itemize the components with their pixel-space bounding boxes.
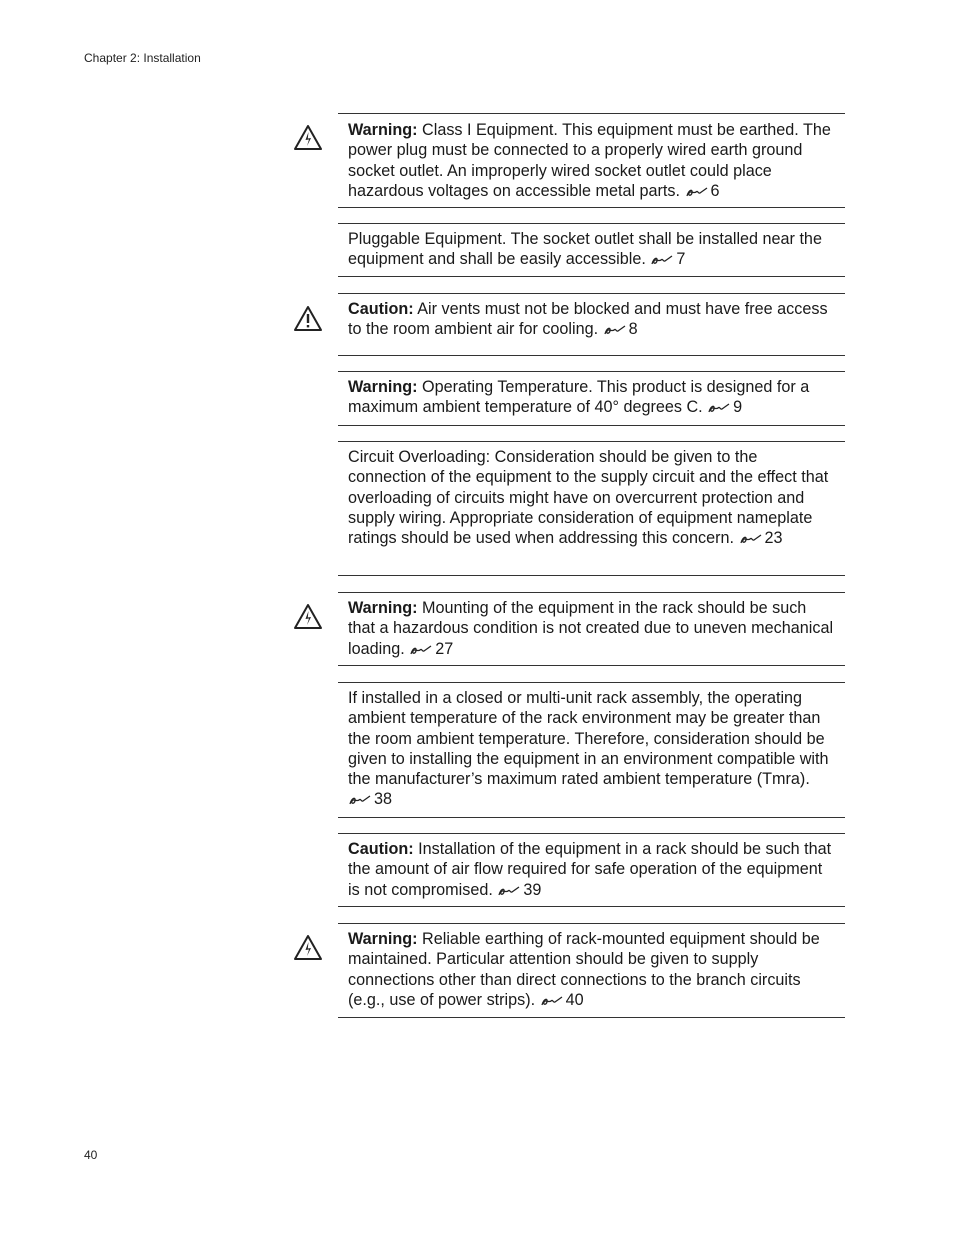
- notice-body: Reliable earthing of rack-mounted equipment should be maintained. Particular attention should be given to supply connections other than direct connections to the branch circuits (e.g., use of power strips).: [348, 930, 820, 1009]
- notice-text: [338, 299, 845, 340]
- electrical-hazard-icon: [293, 934, 323, 962]
- translation-ref: [348, 790, 392, 808]
- notice-body: Class I Equipment. This equipment must be earthed. The power plug must be connected to a properly wired earth ground socket outlet. An improperly wired socket outlet could place hazardous voltages on accessible metal parts.: [348, 121, 831, 200]
- translation-ref-icon: [739, 533, 763, 545]
- ref-number: 9: [733, 398, 743, 417]
- notice-text: [338, 120, 845, 201]
- translation-ref-icon: [348, 794, 372, 806]
- ref-number: 38: [374, 790, 393, 809]
- ref-number: 27: [435, 639, 454, 658]
- translation-ref: [739, 529, 783, 547]
- notice-keyword: Caution:: [348, 300, 414, 318]
- notice-body: Circuit Overloading: Consideration should be given to the connection of the equipment to the supply circuit and the effect that overloading of circuits might have on overcurrent protection and supply wiring. Appropriate consideration of equipment nameplate ratings should be used when addressing this concern.: [348, 448, 829, 548]
- notice-item: [338, 592, 845, 666]
- ref-number: 23: [764, 529, 783, 548]
- notice-text: [338, 598, 845, 659]
- notice-text: [338, 839, 845, 900]
- notice-keyword: Caution:: [348, 840, 414, 858]
- notice-body: Operating Temperature. This product is designed for a maximum ambient temperature of 40° degrees C.: [348, 378, 810, 417]
- notice-text: [338, 688, 845, 810]
- notice-item: [338, 441, 845, 576]
- notice-item: [338, 371, 845, 426]
- ref-number: 40: [565, 990, 584, 1009]
- notice-item: [338, 223, 845, 277]
- ref-number: 8: [628, 320, 638, 339]
- electrical-hazard-icon: [293, 603, 323, 631]
- notice-item: [338, 833, 845, 907]
- translation-ref: [707, 398, 742, 416]
- notice-item: [338, 923, 845, 1018]
- notice-text: [338, 447, 845, 548]
- notice-body: Installation of the equipment in a rack should be such that the amount of air flow required for safe operation of the equipment is not compromised.: [348, 840, 832, 899]
- ref-number: 6: [710, 181, 720, 200]
- electrical-hazard-icon: [293, 124, 323, 152]
- ref-number: 7: [676, 250, 686, 269]
- notice-text: [338, 229, 845, 270]
- notice-keyword: Warning:: [348, 378, 418, 396]
- translation-ref: [497, 881, 541, 899]
- notice-keyword: Warning:: [348, 599, 418, 617]
- notice-keyword: Warning:: [348, 121, 418, 139]
- translation-ref: [650, 250, 685, 268]
- notice-body: Air vents must not be blocked and must have free access to the room ambient air for cooling.: [348, 300, 828, 339]
- ref-number: 39: [523, 880, 542, 899]
- translation-ref: [409, 640, 453, 658]
- page-header: Chapter 2: Installation: [84, 51, 201, 65]
- notice-item: [338, 113, 845, 208]
- translation-ref: [685, 182, 720, 200]
- notice-body: Mounting of the equipment in the rack should be such that a hazardous condition is not created due to uneven mechanical loading.: [348, 599, 834, 658]
- translation-ref-icon: [540, 995, 564, 1007]
- translation-ref-icon: [497, 885, 521, 897]
- notice-body: If installed in a closed or multi-unit rack assembly, the operating ambient temperature of the rack environment may be greater than the room ambient temperature. Therefore, consideration should be given to installing the equipment in an environment compatible with the manufacturer’s maximum rated ambient temperature (Tmra).: [348, 689, 829, 789]
- notice-text: [338, 377, 845, 418]
- translation-ref-icon: [603, 324, 627, 336]
- notice-body: Pluggable Equipment. The socket outlet shall be installed near the equipment and shall be easily accessible.: [348, 230, 822, 269]
- caution-icon: [293, 305, 323, 333]
- notice-item: [338, 682, 845, 818]
- page-number: 40: [84, 1148, 98, 1162]
- notice-item: [338, 293, 845, 356]
- translation-ref-icon: [650, 254, 674, 266]
- translation-ref: [603, 320, 638, 338]
- notice-keyword: Warning:: [348, 930, 418, 948]
- translation-ref-icon: [685, 186, 709, 198]
- translation-ref-icon: [707, 402, 731, 414]
- translation-ref-icon: [409, 644, 433, 656]
- notice-text: [338, 929, 845, 1010]
- translation-ref: [540, 991, 584, 1009]
